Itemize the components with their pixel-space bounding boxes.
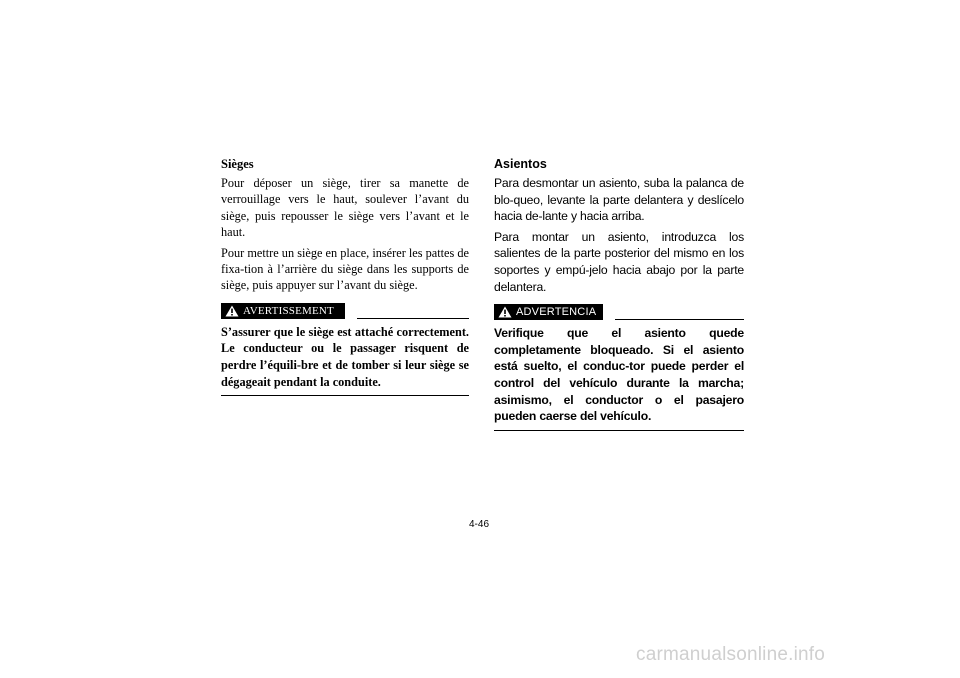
paragraph-install-seat: Para montar un asiento, introduzca los salientes de la parte posterior del mismo en los soportes y empú-jelo hacia abajo por la parte delantera. [494, 229, 744, 294]
spanish-column [494, 150, 744, 431]
warning-text: Verifique que el asiento quede completamente bloqueado. Si el asiento está suelto, el conduc-tor puede perder el control del vehículo durante la marcha; asimismo, el conductor o el pasajero pueden caerse del vehículo. [494, 326, 744, 424]
warning-text: S’assurer que le siège est attaché correctement. Le conducteur ou le passager risquent de perdre l’équili-bre et de tomber si leur siège se dégageait pendant la conduite. [221, 324, 469, 389]
warning-header [494, 303, 744, 321]
warning-triangle-icon [225, 305, 239, 317]
warning-rule [357, 318, 469, 319]
watermark: carmanualsonline.info [636, 644, 826, 665]
warning-end-rule [494, 430, 744, 431]
section-heading: Asientos [494, 157, 547, 171]
section-heading: Sièges [221, 157, 254, 171]
warning-label: AVERTISSEMENT [243, 304, 334, 317]
warning-header [221, 302, 469, 320]
paragraph-remove-seat: Pour déposer un siège, tirer sa manette de verrouillage vers le haut, soulever l’avant du siège, puis repousser le siège vers l’avant et le haut. [221, 176, 469, 240]
warning-end-rule [221, 395, 469, 396]
paragraph-remove-seat: Para desmontar un asiento, suba la palanca de blo-queo, levante la parte delantera y deslícelo hacia de-lante y hacia arriba. [494, 176, 744, 224]
paragraph-install-seat: Pour mettre un siège en place, insérer les pattes de fixa-tion à l’arrière du siège dans les supports de siège, puis appuyer sur l’avant du siège. [221, 245, 469, 293]
warning-triangle-icon [498, 306, 512, 318]
warning-badge [221, 303, 345, 319]
page-number: 4-46 [469, 519, 490, 530]
warning-badge [494, 304, 603, 320]
warning-rule [615, 319, 744, 320]
french-column [221, 150, 469, 396]
warning-label: ADVERTENCIA [516, 306, 597, 319]
